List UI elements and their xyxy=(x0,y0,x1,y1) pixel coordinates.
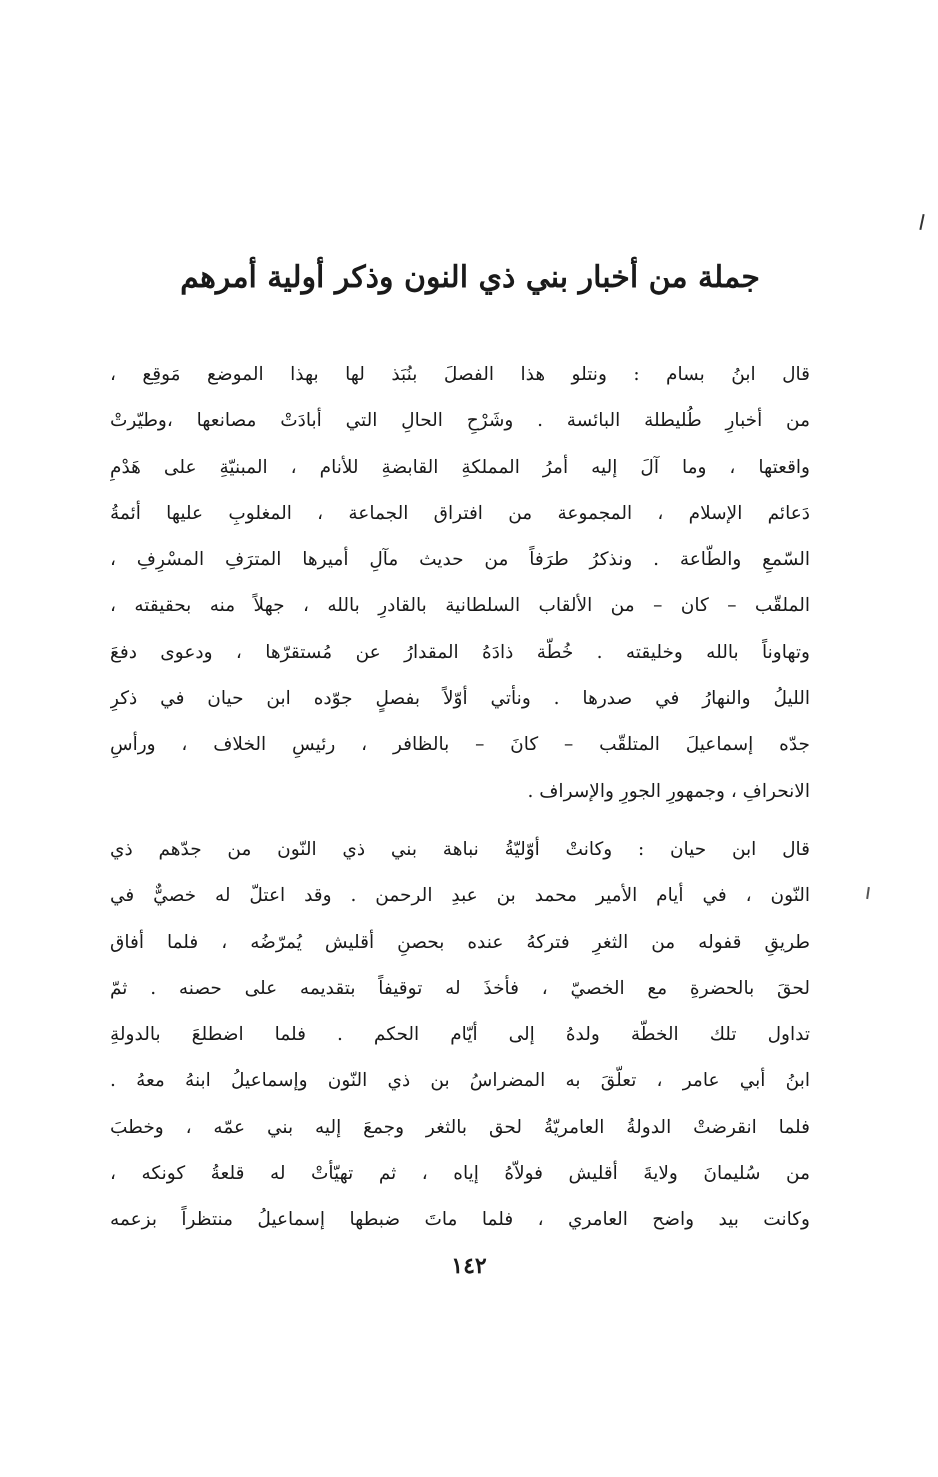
text-line: وكانت بيد واضح العامري ، فلما ماتَ ضبطها إسماعيلُ منتظراً بزعمه xyxy=(110,1209,810,1231)
text-line: تداول تلك الخطّة ولدهُ إلى أيّام الحكم . فلما اضطلعَ بالدولةِ xyxy=(110,1024,810,1046)
text-line: فلما انقرضتْ الدولةُ العامريّةُ لحق بالثغر وجمعَ إليه بني عمّه ، وخطبَ xyxy=(110,1116,810,1138)
text-line: وتهاوناً بالله وخليقته . خُطّة ذادَهُ المقدارُ عن مُستقرّها ، ودعوى دفعَ xyxy=(110,641,810,663)
text-line: دَعائم الإسلام ، المجموعة من افتراق الجماعة ، المغلوبِ عليها أئمةُ xyxy=(110,502,810,524)
paragraph-ibn-hayyan xyxy=(110,827,810,1244)
paragraph-ibn-bassam xyxy=(110,352,810,815)
text-line: من سُليمانَ ولايةَ أقليش فولاّهُ إياه ، ثم تهيّأتْ له قلعةُ كونكه ، xyxy=(110,1163,810,1185)
margin-mark xyxy=(919,214,924,230)
page-number: ١٤٢ xyxy=(451,1253,487,1279)
text-line: النّون ، في أيام الأمير محمد بن عبدِ الرحمن . وقد اعتلّ له خصيٌّ في xyxy=(110,885,810,907)
margin-mark xyxy=(866,887,870,899)
text-line: الملقّب – كان – من الألقاب السلطانية بالقادرِ بالله ، جهلاً منه بحقيقته ، xyxy=(110,595,810,617)
chapter-heading: جملة من أخبار بني ذي النون وذكر أولية أمرهم xyxy=(180,260,760,295)
text-line: جدّه إسماعيلَ المتلقّب – كانَ – بالظافر ، رئيسِ الخلاف ، ورأسِ xyxy=(110,734,810,756)
text-line: ابنُ أبي عامر ، تعلّقَ به المضراسُ بن ذي النّون وإسماعيلُ ابنهُ معهُ . xyxy=(110,1070,810,1092)
text-line: من أخبارِ طُليطلة البائسة . وشَرْحِ الحالِ التي أبادَتْ مصانعها ،وطيّرتْ xyxy=(110,410,810,432)
text-line: قال ابنُ بسام : ونتلو هذا الفصلَ بنُبَذ لها بهذا الموضع مَوقِع ، xyxy=(110,364,810,385)
text-line: واقعتها ، وما آلَ إليه أمرُ المملكةِ القابضةِ للأنام ، المبنيّةِ على هَدْمِ xyxy=(110,456,810,478)
text-line: الليلُ والنهارُ في صدرها . ونأتي أوّلاً بفصلٍ جوّده ابن حيان في ذكرِ xyxy=(110,688,810,710)
text-line: طريقِ قفوله من الثغرِ فتركهُ عنده بحصنِ أقليش يُمرّضُه ، فلما أفاق xyxy=(110,931,810,953)
text-line: قال ابن حيان : وكانتْ أوّليّةُ نباهة بني ذي النّون من جدّهم ذي xyxy=(110,839,810,860)
text-line: لحقَ بالحضرةِ مع الخصيّ ، فأخذَ له توقيفاً بتقديمه على حصنه . ثمّ xyxy=(110,977,810,999)
text-line: الانحرافِ ، وجمهورِ الجورِ والإسراف . xyxy=(527,780,810,802)
text-line: السّمعِ والطّاعة . ونذكرُ طرَفاً من حديث مآلِ أميرها المترَفِ المسْرِفِ ، xyxy=(110,549,810,571)
